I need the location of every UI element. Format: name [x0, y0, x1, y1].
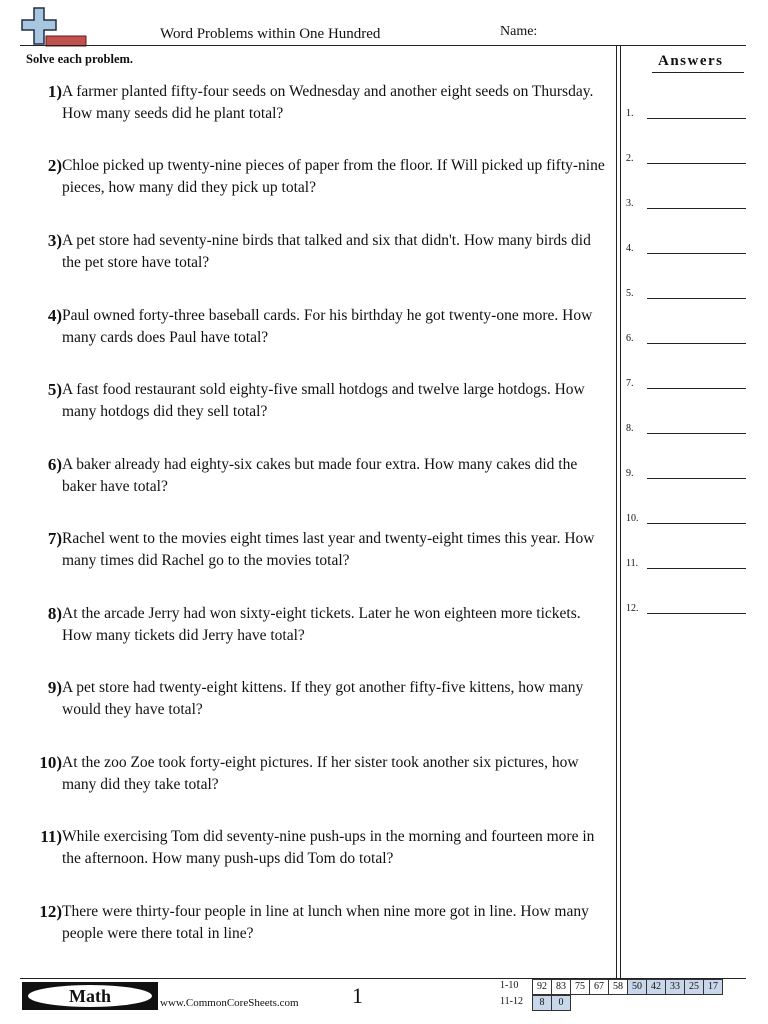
- problem-11: [26, 826, 606, 870]
- problem-5: [26, 379, 606, 423]
- problem-text: Rachel went to the movies eight times last year and twenty-eight times this year. How many times did Rachel go to the movies total?: [62, 530, 595, 569]
- problem-text: At the zoo Zoe took forty-eight pictures. If her sister took another six pictures, how many did they take total?: [62, 754, 579, 793]
- page-title: Word Problems within One Hundred: [160, 26, 381, 42]
- problem-number: 1): [47, 82, 62, 101]
- answer-slot-11[interactable]: [626, 553, 746, 569]
- problem-text: Chloe picked up twenty-nine pieces of paper from the floor. If Will picked up fifty-nine pieces, how many did they pick up total?: [62, 157, 605, 196]
- subject-banner: [22, 982, 158, 1010]
- instructions: Solve each problem.: [26, 52, 134, 66]
- answer-slot-8[interactable]: [626, 418, 746, 434]
- answer-slot-9[interactable]: [626, 463, 746, 479]
- problem-9: [26, 677, 606, 721]
- problem-number: 6): [47, 455, 62, 474]
- answer-number: 10.: [626, 513, 639, 524]
- problem-number: 5): [47, 380, 62, 399]
- score-key-cell: 67: [589, 979, 609, 995]
- answer-line[interactable]: [647, 568, 746, 569]
- subject-label: Math: [28, 985, 152, 1007]
- answer-slot-6[interactable]: [626, 328, 746, 344]
- problem-text: A fast food restaurant sold eighty-five small hotdogs and twelve large hotdogs. How many hotdogs did they sell total?: [62, 381, 585, 420]
- score-key-cell: 25: [684, 979, 704, 995]
- answer-number: 8.: [626, 423, 634, 434]
- answer-line[interactable]: [647, 343, 746, 344]
- answer-number: 11.: [626, 558, 639, 569]
- column-divider: [616, 45, 621, 978]
- answer-line[interactable]: [647, 478, 746, 479]
- problem-7: [26, 528, 606, 572]
- problem-text: A baker already had eighty-six cakes but made four extra. How many cakes did the baker have total?: [62, 456, 578, 495]
- problem-text: There were thirty-four people in line at lunch when nine more got in line. How many people were there total in line?: [62, 903, 589, 942]
- problem-number: 4): [47, 306, 62, 325]
- answer-slot-7[interactable]: [626, 373, 746, 389]
- answer-number: 5.: [626, 288, 634, 299]
- problem-8: [26, 603, 606, 647]
- answer-slot-1[interactable]: [626, 103, 746, 119]
- problem-text: At the arcade Jerry had won sixty-eight tickets. Later he won eighteen more tickets. How many tickets did Jerry have total?: [62, 605, 581, 644]
- answer-line[interactable]: [647, 253, 746, 254]
- problem-10: [26, 752, 606, 796]
- answer-slot-3[interactable]: [626, 193, 746, 209]
- problem-2: [26, 155, 606, 199]
- page-number: 1: [352, 983, 363, 1008]
- score-key-cell: 83: [551, 979, 571, 995]
- answer-number: 1.: [626, 108, 634, 119]
- answer-line[interactable]: [647, 163, 746, 164]
- problem-number: 10): [39, 753, 62, 772]
- problem-6: [26, 454, 606, 498]
- problem-text: A pet store had twenty-eight kittens. If they got another fifty-five kittens, how many would they have total?: [62, 679, 584, 718]
- score-key-label: 11-12: [500, 996, 523, 1007]
- score-key-cell: 42: [646, 979, 666, 995]
- problem-12: [26, 901, 606, 945]
- answer-number: 6.: [626, 333, 634, 344]
- problem-number: 2): [47, 156, 62, 175]
- score-key-row-2: [500, 995, 571, 1011]
- answer-slot-2[interactable]: [626, 148, 746, 164]
- answer-number: 3.: [626, 198, 634, 209]
- problem-number: 9): [47, 678, 62, 697]
- problem-number: 12): [39, 902, 62, 921]
- score-key-cell: 50: [627, 979, 647, 995]
- score-key-label: 1-10: [500, 980, 519, 991]
- answer-number: 7.: [626, 378, 634, 389]
- answer-number: 9.: [626, 468, 634, 479]
- answer-line[interactable]: [647, 298, 746, 299]
- answer-line[interactable]: [647, 388, 746, 389]
- answer-line[interactable]: [647, 523, 746, 524]
- score-key-cell: 92: [532, 979, 552, 995]
- problem-text: A pet store had seventy-nine birds that talked and six that didn't. How many birds did the pet store have total?: [62, 232, 591, 271]
- answer-number: 4.: [626, 243, 634, 254]
- answers-title: Answers: [658, 53, 724, 69]
- answer-line[interactable]: [647, 208, 746, 209]
- score-key-row-1: [500, 979, 723, 995]
- problem-3: [26, 230, 606, 274]
- header-divider: [20, 45, 746, 46]
- answer-slot-5[interactable]: [626, 283, 746, 299]
- problem-number: 7): [47, 529, 62, 548]
- answer-slot-4[interactable]: [626, 238, 746, 254]
- name-label: Name:: [500, 24, 538, 39]
- problem-text: While exercising Tom did seventy-nine push-ups in the morning and fourteen more in the afternoon. How many push-ups did Tom do total?: [62, 828, 595, 867]
- problem-text: A farmer planted fifty-four seeds on Wednesday and another eight seeds on Thursday. How many seeds did he plant total?: [62, 83, 594, 122]
- score-key-cell: 0: [551, 995, 571, 1011]
- problem-text: Paul owned forty-three baseball cards. For his birthday he got twenty-one more. How many cards does Paul have total?: [62, 307, 593, 346]
- score-key-cell: 75: [570, 979, 590, 995]
- answer-slot-12[interactable]: [626, 598, 746, 614]
- score-key-cell: 17: [703, 979, 723, 995]
- answer-slot-10[interactable]: [626, 508, 746, 524]
- plus-minus-logo-icon: [18, 6, 88, 48]
- problem-number: 11): [40, 827, 62, 846]
- score-key-cell: 33: [665, 979, 685, 995]
- answer-line[interactable]: [647, 613, 746, 614]
- problem-1: [26, 81, 606, 125]
- answers-title-underline: [652, 72, 744, 73]
- answer-line[interactable]: [647, 433, 746, 434]
- answer-line[interactable]: [647, 118, 746, 119]
- problem-4: [26, 305, 606, 349]
- problem-number: 8): [47, 604, 62, 623]
- answer-number: 12.: [626, 603, 639, 614]
- score-key-cell: 8: [532, 995, 552, 1011]
- answer-number: 2.: [626, 153, 634, 164]
- website-link[interactable]: www.CommonCoreSheets.com: [160, 997, 299, 1009]
- score-key-cell: 58: [608, 979, 628, 995]
- problem-number: 3): [47, 231, 62, 250]
